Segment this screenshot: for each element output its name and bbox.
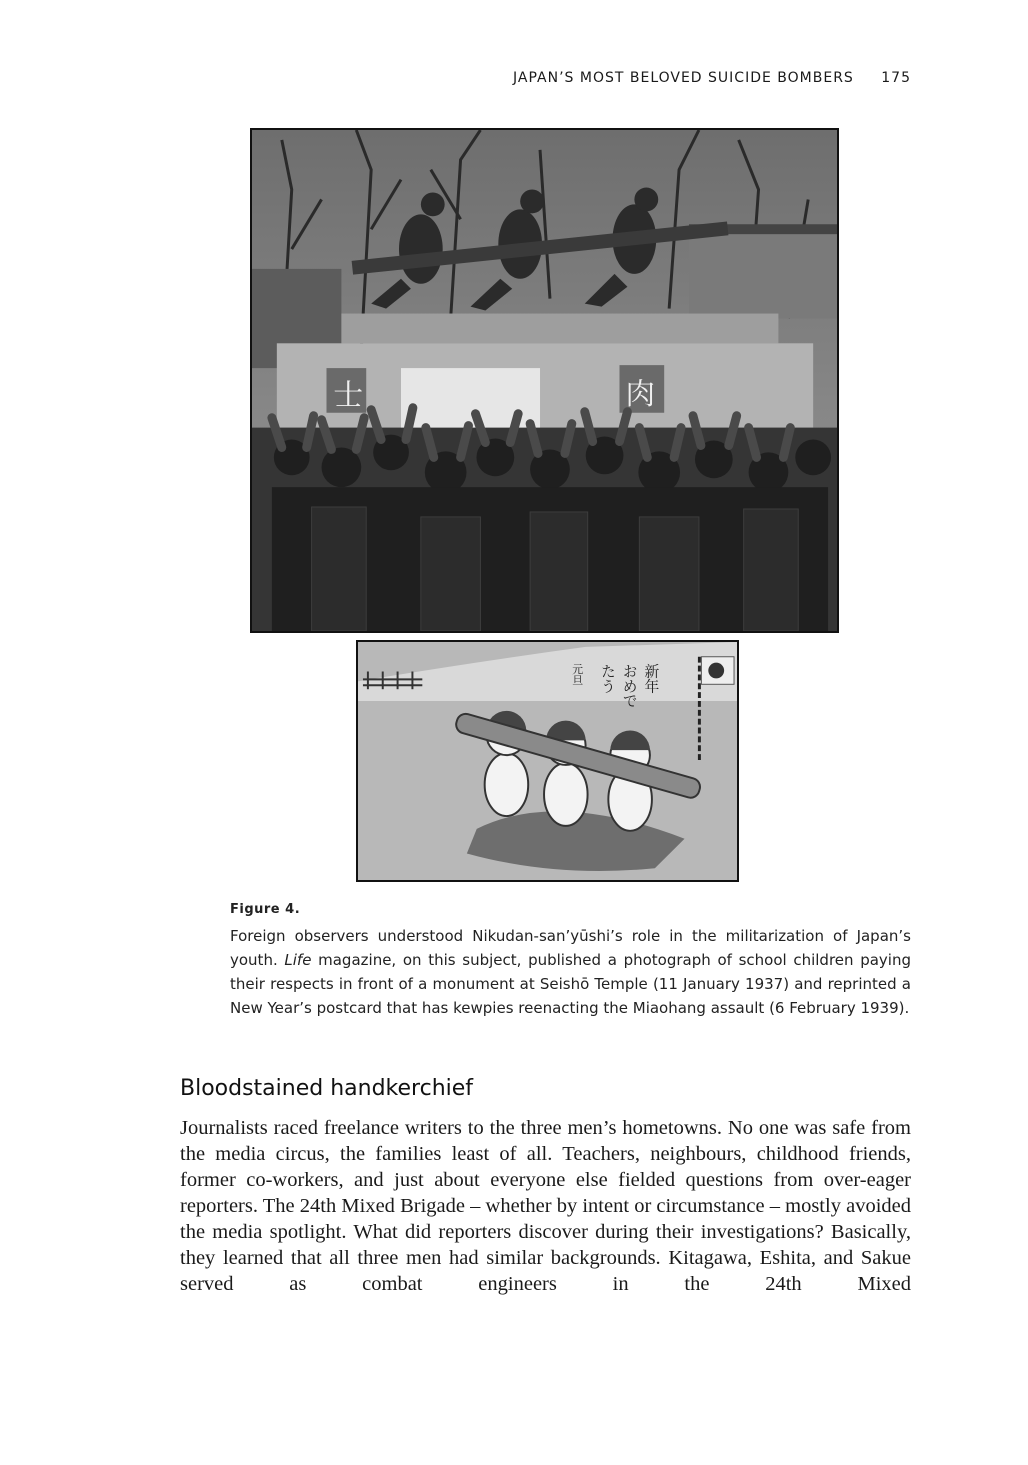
- running-head: [180, 70, 911, 86]
- photo-sign-right: 肉: [625, 376, 656, 412]
- postcard-text-4: 元旦: [571, 663, 585, 686]
- caption-italic: Life: [284, 951, 312, 969]
- body-paragraph: Journalists raced freelance writers to the three men’s hometowns. No one was safe from the media circus, the families least of all. Teachers, neighbours, childhood friends, former co-workers, and just about everyone else fielded questions from over-eager reporters. The 24th Mixed Brigade – whether by intent or circumstance – mostly avoided the media spotlight. What did reporters discover during their investigations? Basically, they learned that all three men had similar backgrounds. Kitagawa, Eshita, and Sakue served as combat engineers in the 24th Mixed: [180, 1117, 911, 1295]
- page-number: 175: [881, 70, 911, 86]
- monument-photo: [250, 128, 839, 633]
- photo-sign-left: 士: [333, 377, 364, 413]
- figure-label: Figure 4.: [230, 902, 301, 917]
- monument-photo-illustration: [252, 130, 837, 631]
- postcard-text-2: おめで: [620, 663, 638, 708]
- figure-caption: [230, 898, 911, 1020]
- caption-text-1: Foreign observers understood Nikudan-san’yūshi’s role in the militarization of Japan’s youth.: [230, 927, 911, 969]
- postcard-illustration: [358, 642, 737, 880]
- postcard-text-3: たう: [598, 663, 616, 694]
- running-title: JAPAN’S MOST BELOVED SUICIDE BOMBERS: [513, 70, 854, 86]
- section-heading: Bloodstained handkerchief: [180, 1076, 474, 1101]
- postcard-text-1: 新年: [642, 663, 660, 694]
- kewpie-postcard: [356, 640, 739, 882]
- caption-text-2: magazine, on this subject, published a photograph of school children paying their respects in front of a monument at Seishō Temple (11 January 1937) and reprinted a New Year’s postcard that has kewpies reenacting the Miaohang assault (6 February 1939).: [230, 951, 911, 1017]
